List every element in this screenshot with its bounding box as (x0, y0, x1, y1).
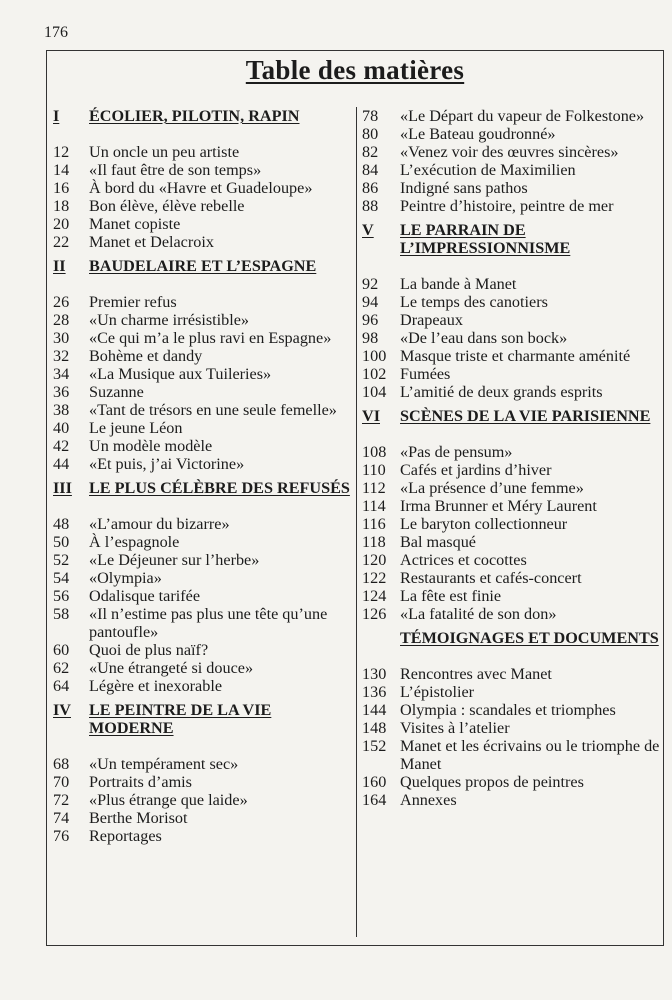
entry-page-number: 68 (53, 755, 70, 773)
entry-title: «La présence d’une femme» (400, 479, 584, 497)
entry-page-number: 112 (362, 479, 386, 497)
toc-entry[interactable] (362, 161, 662, 179)
entry-page-number: 164 (362, 791, 387, 809)
entry-title: «Tant de trésors en une seule femelle» (89, 401, 337, 419)
toc-entry[interactable] (53, 347, 353, 365)
entry-page-number: 110 (362, 461, 386, 479)
entry-page-number: 80 (362, 125, 379, 143)
entry-title: Portraits d’amis (89, 773, 192, 791)
toc-entry[interactable] (362, 497, 662, 515)
entry-title: Indigné sans pathos (400, 179, 528, 197)
toc-column-left (53, 107, 353, 851)
entry-page-number: 56 (53, 587, 70, 605)
entry-title: Premier refus (89, 293, 177, 311)
section-heading (362, 629, 662, 647)
entry-title: Le jeune Léon (89, 419, 183, 437)
toc-entry[interactable] (362, 461, 662, 479)
toc-entry[interactable] (53, 383, 353, 401)
entry-page-number: 14 (53, 161, 70, 179)
toc-entry[interactable] (53, 311, 353, 329)
entry-page-number: 28 (53, 311, 70, 329)
entry-title: «Un tempérament sec» (89, 755, 239, 773)
toc-entry[interactable] (362, 665, 662, 683)
entry-title: Olympia : scandales et triomphes (400, 701, 616, 719)
toc-entry[interactable] (362, 737, 662, 773)
toc-section (362, 407, 662, 623)
entry-title: Reportages (89, 827, 162, 845)
entry-title: Irma Brunner et Méry Laurent (400, 497, 597, 515)
toc-entry[interactable] (362, 197, 662, 215)
toc-entry[interactable] (53, 293, 353, 311)
toc-entry[interactable] (53, 641, 353, 659)
entry-title: La fête est finie (400, 587, 502, 605)
entry-page-number: 22 (53, 233, 70, 251)
entry-title: Un oncle un peu artiste (89, 143, 240, 161)
section-title: SCÈNES DE LA VIE PARISIENNE (400, 407, 651, 425)
toc-frame (46, 50, 664, 946)
section-heading (362, 407, 662, 425)
entry-page-number: 38 (53, 401, 70, 419)
entry-title: Actrices et cocottes (400, 551, 527, 569)
entry-title: Quoi de plus naïf? (89, 641, 209, 659)
entry-title: Le temps des canotiers (400, 293, 548, 311)
entry-title: Manet copiste (89, 215, 181, 233)
section-number: IV (53, 701, 71, 719)
entry-page-number: 148 (362, 719, 387, 737)
entry-title: Légère et inexorable (89, 677, 223, 695)
entry-page-number: 20 (53, 215, 70, 233)
entry-title: Masque triste et charmante aménité (400, 347, 631, 365)
entry-page-number: 64 (53, 677, 70, 695)
toc-section (362, 107, 662, 215)
toc-entry[interactable] (362, 479, 662, 497)
entry-page-number: 136 (362, 683, 387, 701)
section-title: TÉMOIGNAGES ET DOCUMENTS (400, 629, 659, 647)
entry-title: Drapeaux (400, 311, 463, 329)
entry-page-number: 18 (53, 197, 70, 215)
entry-title: «Pas de pensum» (400, 443, 513, 461)
toc-section (362, 629, 662, 809)
toc-entry[interactable] (53, 827, 353, 845)
entry-page-number: 52 (53, 551, 70, 569)
entry-title: «La fatalité de son don» (400, 605, 557, 623)
toc-entry[interactable] (362, 311, 662, 329)
toc-entry[interactable] (362, 533, 662, 551)
toc-section (53, 257, 353, 473)
section-title: LE PARRAIN DE L’IMPRESSIONNISME (400, 221, 571, 257)
entry-title: «Venez voir des œuvres sincères» (400, 143, 619, 161)
entry-page-number: 152 (362, 737, 387, 755)
toc-entry[interactable] (53, 401, 353, 419)
entry-page-number: 76 (53, 827, 70, 845)
toc-entry[interactable] (362, 275, 662, 293)
entry-title: «De l’eau dans son bock» (400, 329, 568, 347)
section-number: V (362, 221, 374, 239)
entry-page-number: 88 (362, 197, 379, 215)
entry-page-number: 16 (53, 179, 70, 197)
section-number (362, 629, 400, 647)
entry-page-number: 94 (362, 293, 379, 311)
entry-page-number: 44 (53, 455, 70, 473)
toc-entry[interactable] (53, 533, 353, 551)
toc-entry[interactable] (53, 551, 353, 569)
toc-entry[interactable] (53, 365, 353, 383)
entry-title: «La Musique aux Tuileries» (89, 365, 272, 383)
toc-entry[interactable] (362, 719, 662, 737)
toc-entry[interactable] (53, 455, 353, 473)
section-number: III (53, 479, 72, 497)
toc-entry[interactable] (362, 569, 662, 587)
entry-page-number: 114 (362, 497, 386, 515)
toc-column-right (362, 107, 662, 815)
entry-title: Berthe Morisot (89, 809, 188, 827)
entry-page-number: 62 (53, 659, 70, 677)
entry-title: «L’amour du bizarre» (89, 515, 230, 533)
entry-title: Bohème et dandy (89, 347, 203, 365)
toc-entry[interactable] (53, 215, 353, 233)
entry-page-number: 100 (362, 347, 387, 365)
section-number: II (53, 257, 66, 275)
entry-page-number: 32 (53, 347, 70, 365)
entry-title: «Et puis, j’ai Victorine» (89, 455, 245, 473)
entry-page-number: 82 (362, 143, 379, 161)
entry-page-number: 26 (53, 293, 70, 311)
entry-title: «Un charme irrésistible» (89, 311, 250, 329)
entry-title: Un modèle modèle (89, 437, 213, 455)
toc-section (53, 479, 353, 695)
entry-page-number: 118 (362, 533, 386, 551)
entry-page-number: 36 (53, 383, 70, 401)
toc-entry[interactable] (362, 179, 662, 197)
entry-page-number: 144 (362, 701, 387, 719)
entry-title: Restaurants et cafés-concert (400, 569, 582, 587)
entry-title: Annexes (400, 791, 457, 809)
section-number: I (53, 107, 60, 125)
section-number: VI (362, 407, 380, 425)
entry-page-number: 126 (362, 605, 387, 623)
toc-entry[interactable] (362, 329, 662, 347)
column-divider (356, 107, 357, 937)
entry-title: L’épistolier (400, 683, 475, 701)
toc-entry[interactable] (53, 809, 353, 827)
entry-page-number: 40 (53, 419, 70, 437)
entry-title: «Ce qui m’a le plus ravi en Espagne» (89, 329, 332, 347)
entry-title: Quelques propos de peintres (400, 773, 584, 791)
section-heading (53, 701, 353, 737)
entry-page-number: 78 (362, 107, 379, 125)
entry-title: Odalisque tarifée (89, 587, 201, 605)
toc-entry[interactable] (53, 197, 353, 215)
entry-title: «Il n’estime pas plus une tête qu’une pantoufle» (89, 605, 328, 641)
toc-entry[interactable] (362, 791, 662, 809)
entry-page-number: 92 (362, 275, 379, 293)
toc-entry[interactable] (53, 179, 353, 197)
entry-title: Fumées (400, 365, 451, 383)
toc-entry[interactable] (362, 515, 662, 533)
toc-entry[interactable] (362, 107, 662, 125)
section-title: LE PEINTRE DE LA VIE MODERNE (89, 701, 272, 737)
entry-page-number: 120 (362, 551, 387, 569)
toc-entry[interactable] (53, 329, 353, 347)
toc-entry[interactable] (53, 161, 353, 179)
toc-entry[interactable] (362, 443, 662, 461)
entry-page-number: 50 (53, 533, 70, 551)
toc-entry[interactable] (362, 125, 662, 143)
entry-title: «Une étrangeté si douce» (89, 659, 254, 677)
toc-entry[interactable] (362, 683, 662, 701)
toc-entry[interactable] (362, 365, 662, 383)
entry-page-number: 130 (362, 665, 387, 683)
toc-entry[interactable] (362, 293, 662, 311)
entry-page-number: 122 (362, 569, 387, 587)
entry-title: Peintre d’histoire, peintre de mer (400, 197, 614, 215)
entry-title: Bal masqué (400, 533, 476, 551)
entry-page-number: 108 (362, 443, 387, 461)
entry-page-number: 54 (53, 569, 70, 587)
toc-entry[interactable] (53, 587, 353, 605)
toc-entry[interactable] (362, 143, 662, 161)
entry-page-number: 160 (362, 773, 387, 791)
toc-entry[interactable] (53, 437, 353, 455)
entry-title: L’exécution de Maximilien (400, 161, 576, 179)
entry-page-number: 12 (53, 143, 70, 161)
entry-title: Bon élève, élève rebelle (89, 197, 245, 215)
toc-entry[interactable] (53, 755, 353, 773)
entry-title: Rencontres avec Manet (400, 665, 552, 683)
section-title: LE PLUS CÉLÈBRE DES REFUSÉS (89, 479, 350, 497)
entry-title: L’amitié de deux grands esprits (400, 383, 603, 401)
toc-entry[interactable] (53, 677, 353, 695)
entry-title: À l’espagnole (89, 533, 180, 551)
toc-entry[interactable] (53, 773, 353, 791)
entry-page-number: 98 (362, 329, 379, 347)
entry-page-number: 104 (362, 383, 387, 401)
toc-entry[interactable] (362, 701, 662, 719)
entry-page-number: 102 (362, 365, 387, 383)
entry-page-number: 84 (362, 161, 379, 179)
entry-page-number: 34 (53, 365, 70, 383)
toc-entry[interactable] (362, 773, 662, 791)
entry-page-number: 70 (53, 773, 70, 791)
entry-title: Le baryton collectionneur (400, 515, 568, 533)
entry-title: «Le Départ du vapeur de Folkestone» (400, 107, 645, 125)
toc-entry[interactable] (362, 587, 662, 605)
entry-title: «Il faut être de son temps» (89, 161, 262, 179)
toc-section (362, 221, 662, 401)
entry-page-number: 86 (362, 179, 379, 197)
toc-section (53, 701, 353, 845)
entry-title: Manet et Delacroix (89, 233, 214, 251)
entry-page-number: 96 (362, 311, 379, 329)
entry-page-number: 48 (53, 515, 70, 533)
entry-title: Visites à l’atelier (400, 719, 510, 737)
section-title: BAUDELAIRE ET L’ESPAGNE (89, 257, 317, 275)
toc-entry[interactable] (53, 419, 353, 437)
page-title: Table des matières (245, 55, 465, 85)
entry-title: Manet et les écrivains ou le triomphe de Manet (400, 737, 660, 773)
entry-page-number: 58 (53, 605, 70, 623)
toc-entry[interactable] (53, 569, 353, 587)
entry-page-number: 116 (362, 515, 386, 533)
section-heading (53, 257, 353, 275)
section-heading (362, 221, 662, 257)
entry-page-number: 74 (53, 809, 70, 827)
page-number: 176 (44, 24, 68, 41)
entry-title: «Olympia» (89, 569, 162, 587)
toc-entry[interactable] (53, 233, 353, 251)
entry-title: À bord du «Havre et Guadeloupe» (89, 179, 313, 197)
entry-title: Suzanne (89, 383, 144, 401)
entry-title: «Plus étrange que laide» (89, 791, 248, 809)
toc-entry[interactable] (53, 605, 353, 641)
toc-section (53, 107, 353, 251)
section-heading (53, 479, 353, 497)
entry-page-number: 72 (53, 791, 70, 809)
toc-entry[interactable] (53, 515, 353, 533)
entry-page-number: 30 (53, 329, 70, 347)
entry-title: Cafés et jardins d’hiver (400, 461, 552, 479)
entry-title: La bande à Manet (400, 275, 517, 293)
entry-page-number: 60 (53, 641, 70, 659)
toc-entry[interactable] (362, 347, 662, 365)
section-title: ÉCOLIER, PILOTIN, RAPIN (89, 107, 300, 125)
toc-entry[interactable] (53, 791, 353, 809)
entry-page-number: 42 (53, 437, 70, 455)
toc-entry[interactable] (362, 551, 662, 569)
toc-entry[interactable] (53, 143, 353, 161)
toc-entry[interactable] (362, 605, 662, 623)
section-heading (53, 107, 353, 125)
entry-title: «Le Déjeuner sur l’herbe» (89, 551, 260, 569)
entry-title: «Le Bateau goudronné» (400, 125, 556, 143)
toc-entry[interactable] (53, 659, 353, 677)
toc-entry[interactable] (362, 383, 662, 401)
entry-page-number: 124 (362, 587, 387, 605)
